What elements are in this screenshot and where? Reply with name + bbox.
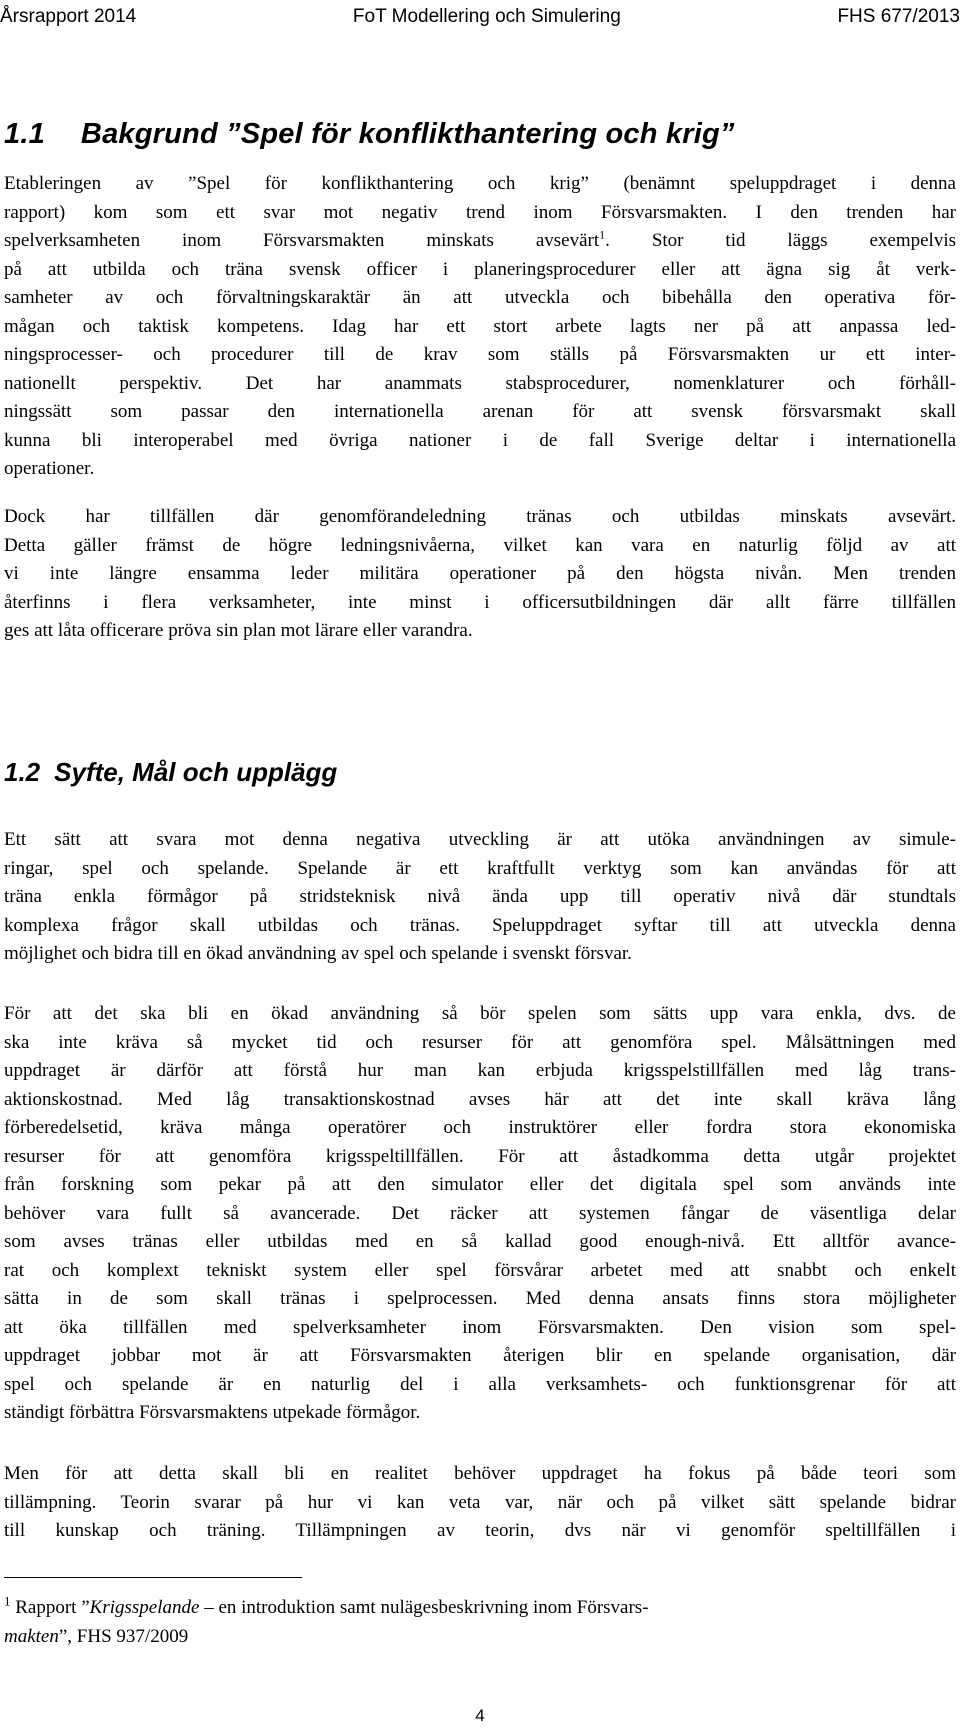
section-heading-1-2 xyxy=(4,757,337,788)
footnote-text-pre: Rapport ” xyxy=(15,1597,90,1618)
text-line: förberedelsetid, kräva många operatörer och instruktörer eller fordra stora ekonomiska xyxy=(4,1117,956,1138)
section-title: Bakgrund ”Spel för konflikthantering och krig” xyxy=(80,118,735,150)
text-line: resurser för att genomföra krigsspeltillfällen. För att åstadkomma detta utgår projektet xyxy=(4,1145,956,1167)
page-number: 4 xyxy=(475,1706,485,1725)
text-line: ringar, spel och spelande. Spelande är ett kraftfullt verktyg som kan användas för att xyxy=(4,857,956,879)
text-line: Etableringen av ”Spel för konflikthantering och krig” (benämnt speluppdraget i denna xyxy=(4,173,956,194)
text-line: ningsprocesser- och procedurer till de krav som ställs på Försvarsmakten ur ett inter- xyxy=(4,344,956,365)
footnote-reference[interactable]: 1 xyxy=(599,227,606,242)
text-line: spel och spelande är en naturlig del i alla verksamhets- och funktionsgrenar för att xyxy=(4,1373,956,1395)
text-line: Detta gäller främst de högre ledningsnivåerna, vilket kan vara en naturlig följd av att xyxy=(4,534,956,556)
text-line: sätta in de som skall tränas i spelprocessen. Med denna ansats finns stora möjligheter xyxy=(4,1288,956,1309)
text-line: träna enkla förmågor på stridsteknisk nivå ända upp till operativ nivå där stundtals xyxy=(4,886,956,907)
text-line: uppdraget jobbar mot är att Försvarsmakten återigen blir en spelande organisation, där xyxy=(4,1345,956,1366)
text-line xyxy=(4,227,956,256)
text-line: möjlighet och bidra till en ökad användning av spel och spelande i svenskt försvar. xyxy=(4,943,632,964)
text-line: ningssätt som passar den internationella arenan för att svensk försvarsmakt skall xyxy=(4,401,956,422)
text-line: samheter av och förvaltningskaraktär än att utveckla och bibehålla den operativa för- xyxy=(4,287,956,308)
text-line: operationer. xyxy=(4,458,95,479)
text-line: som avses tränas eller utbildas med en så kallad good enough-nivå. Ett alltför avance- xyxy=(4,1231,956,1252)
text-line: rat och komplext tekniskt system eller spel försvårar arbetet med att snabbt och enkelt xyxy=(4,1259,956,1281)
text-line: vi inte längre ensamma leder militära operationer på den högsta nivån. Men trenden xyxy=(4,563,956,584)
footnote-mark: 1 xyxy=(4,1593,11,1609)
paragraph-purpose-2 xyxy=(4,1000,956,1428)
text-line: ska inte kräva så mycket tid och resurser för att genomföra spel. Målsättningen med xyxy=(4,1031,956,1053)
header-document-id: FHS 677/2013 xyxy=(837,6,960,27)
paragraph-background-1 xyxy=(4,170,956,484)
section-number: 1.2 xyxy=(4,757,41,787)
text-line: Ett sätt att svara mot denna negativa utveckling är att utöka användningen av simule- xyxy=(4,829,956,850)
paragraph-purpose-3 xyxy=(4,1460,956,1546)
text-fragment: spelverksamheten inom Försvarsmakten minskats avsevärt xyxy=(4,230,600,251)
text-line: komplexa frågor skall utbildas och tränas. Speluppdraget syftar till att utveckla denna xyxy=(4,914,956,936)
text-line: rapport) kom som ett svar mot negativ trend inom Försvarsmakten. I den trenden har xyxy=(4,201,956,223)
text-line: nationellt perspektiv. Det har anammats stabsprocedurer, nomenklaturer och förhåll- xyxy=(4,372,956,394)
paragraph-background-2 xyxy=(4,503,956,646)
section-heading-1-1 xyxy=(4,118,735,151)
footnote-title-part-2: makten xyxy=(4,1626,59,1647)
text-line: från forskning som pekar på att den simulator eller det digitala spel som används inte xyxy=(4,1174,956,1195)
text-line: aktionskostnad. Med låg transaktionskostnad avses här att det inte skall kräva lång xyxy=(4,1088,956,1110)
text-line: behöver vara fullt så avancerade. Det räcker att systemen fångar de väsentliga delar xyxy=(4,1202,956,1224)
header-project-title: FoT Modellering och Simulering xyxy=(352,6,621,27)
text-line: Men för att detta skall bli en realitet behöver uppdraget ha fokus på både teori som xyxy=(4,1463,956,1484)
footnote-text-post: ”, FHS 937/2009 xyxy=(58,1626,189,1647)
text-line: För att det ska bli en ökad användning så bör spelen som sätts upp vara enkla, dvs. de xyxy=(4,1003,956,1024)
text-line: på att utbilda och träna svensk officer i planeringsprocedurer eller att ägna sig åt verk- xyxy=(4,258,956,280)
footnote-text-mid: – en introduktion samt nulägesbeskrivning inom Försvars- xyxy=(199,1597,649,1618)
section-title: Syfte, Mål och upplägg xyxy=(54,757,338,787)
text-line: mågan och taktisk kompetens. Idag har ett stort arbete lagts ner på att anpassa led- xyxy=(4,315,956,337)
text-line: tillämpning. Teorin svarar på hur vi kan veta var, när och på vilket sätt spelande bidrar xyxy=(4,1491,956,1513)
header-report-year: Årsrapport 2014 xyxy=(0,6,137,27)
text-line: ges att låta officerare pröva sin plan mot lärare eller varandra. xyxy=(4,620,473,641)
page-header xyxy=(0,6,960,40)
text-line: uppdraget är därför att förstå hur man kan erbjuda krigsspelstillfällen med låg trans- xyxy=(4,1060,956,1081)
text-line: Dock har tillfällen där genomförandeledning tränas och utbildas minskats avsevärt. xyxy=(4,506,956,527)
paragraph-purpose-1 xyxy=(4,826,956,969)
text-line: ständigt förbättra Försvarsmaktens utpekade förmågor. xyxy=(4,1402,421,1423)
section-number: 1.1 xyxy=(4,118,45,150)
footnote-title-part-1: Krigsspelande xyxy=(89,1597,200,1618)
text-line: återfinns i flera verksamheter, inte minst i officersutbildningen där allt färre tillfällen xyxy=(4,591,956,613)
text-fragment: . Stor tid läggs exempelvis xyxy=(605,230,956,251)
footnote xyxy=(4,1593,954,1651)
text-line: kunna bli interoperabel med övriga nationer i de fall Sverige deltar i internationella xyxy=(4,429,956,451)
footnote-divider xyxy=(4,1577,302,1578)
text-line: till kunskap och träning. Tillämpningen av teorin, dvs när vi genomför speltillfällen i xyxy=(4,1520,956,1541)
text-line: att öka tillfällen med spelverksamheter inom Försvarsmakten. Den vision som spel- xyxy=(4,1316,956,1338)
